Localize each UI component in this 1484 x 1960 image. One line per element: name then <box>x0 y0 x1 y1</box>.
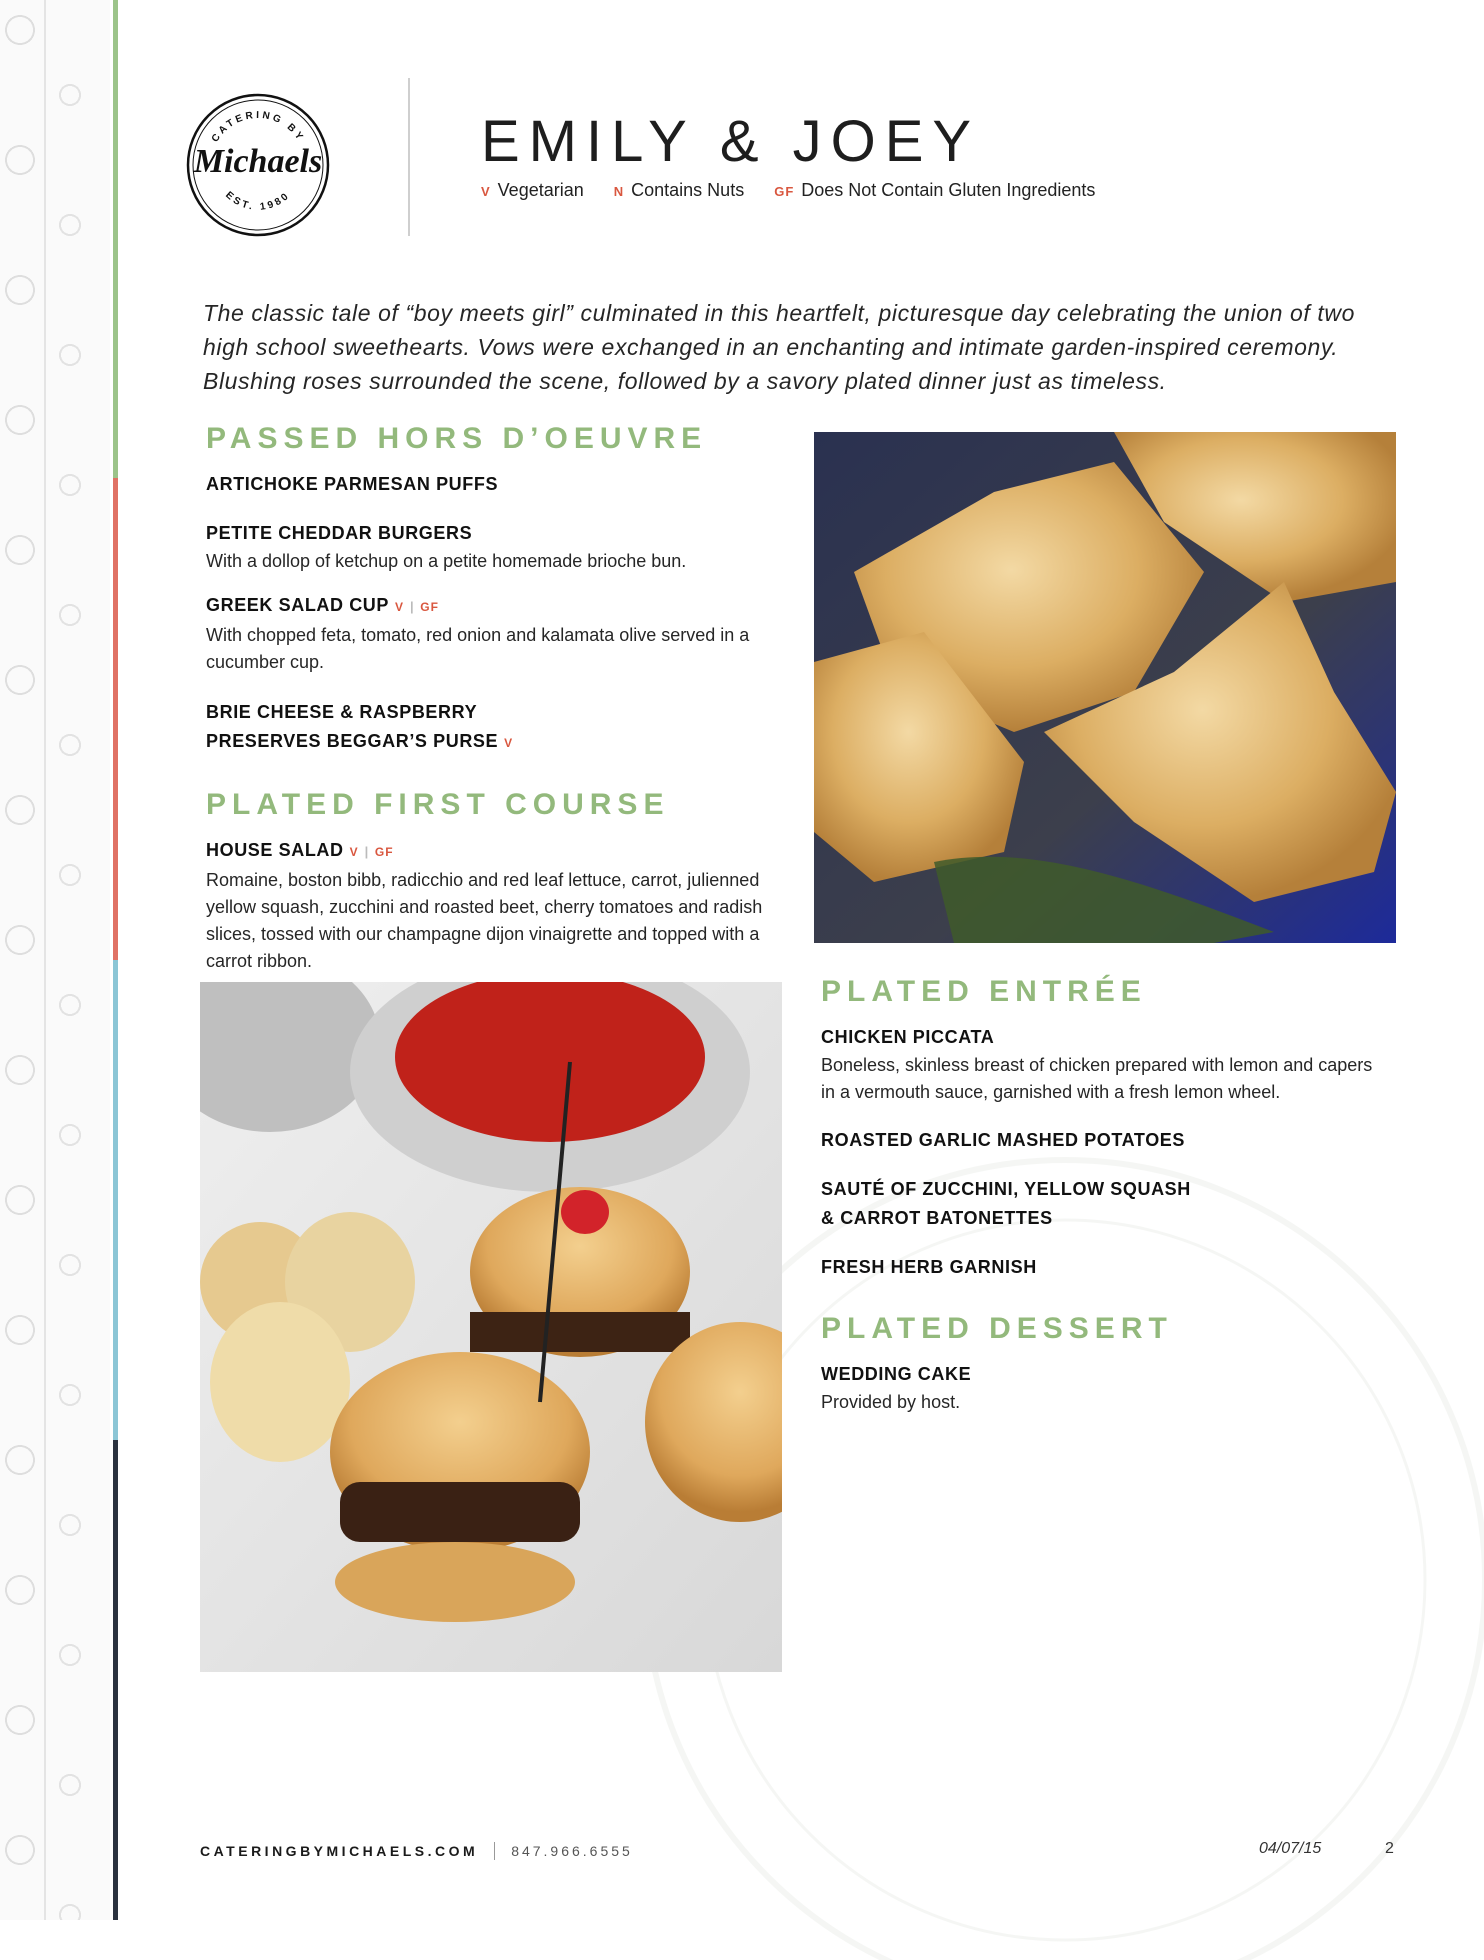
legend-contains-nuts <box>614 180 744 201</box>
item-description: Provided by host. <box>821 1392 961 1412</box>
gluten-free-tag: GF <box>374 845 394 859</box>
item-name: PETITE CHEDDAR BURGERS <box>206 523 473 543</box>
menu-item-wedding-cake <box>821 1360 1381 1416</box>
tag-separator: | <box>410 599 415 614</box>
footer-contact <box>200 1842 633 1860</box>
footer-website-link[interactable]: CATERINGBYMICHAELS.COM <box>200 1843 479 1859</box>
menu-right-column <box>821 975 1381 1432</box>
item-name: PRESERVES BEGGAR’S PURSE <box>206 731 499 751</box>
legend-key: N <box>613 184 625 199</box>
legend-label: Does Not Contain Gluten Ingredients <box>801 180 1096 200</box>
footer-separator <box>494 1842 495 1860</box>
item-description: With a dollop of ketchup on a petite homemade brioche bun. <box>206 551 687 571</box>
tag-separator: | <box>364 844 369 859</box>
item-name: FRESH HERB GARNISH <box>821 1257 1037 1277</box>
legend-gluten-free <box>774 180 1095 201</box>
item-name: CHICKEN PICCATA <box>821 1027 995 1047</box>
vegetarian-tag: V <box>395 600 405 614</box>
item-name: WEDDING CAKE <box>821 1364 972 1384</box>
legend-key: GF <box>774 184 795 199</box>
section-heading-first-course: PLATED FIRST COURSE <box>206 788 670 821</box>
item-name-row <box>206 727 786 758</box>
menu-item-house-salad <box>206 836 786 975</box>
item-name-row <box>206 836 786 867</box>
accent-bar-green <box>113 0 118 478</box>
footer-phone: 847.966.6555 <box>511 1843 633 1859</box>
item-name: GREEK SALAD CUP <box>206 595 390 615</box>
section-heading-entree: PLATED ENTRÉE <box>821 975 1147 1008</box>
item-description: With chopped feta, tomato, red onion and kalamata olive served in a cucumber cup. <box>206 625 750 672</box>
svg-text:CATERING BY: CATERING BY <box>209 109 307 145</box>
intro-paragraph: The classic tale of “boy meets girl” culminated in this heartfelt, picturesque day celebrating the union of two high school sweethearts. Vows were exchanged in an enchanting and intimate garden-inspired ceremony. Blushing roses surrounded the scene, followed by a savory plated dinner just as timeless. <box>203 300 1355 394</box>
section-heading-passed: PASSED HORS D’OEUVRE <box>206 422 708 455</box>
dietary-legend <box>481 180 1095 201</box>
food-icon-pattern-strip <box>0 0 110 1920</box>
menu-item-artichoke <box>206 470 786 499</box>
gluten-free-tag: GF <box>420 600 439 614</box>
menu-item-cheddar-burgers <box>206 519 786 575</box>
legend-vegetarian <box>481 180 584 201</box>
legend-label: Contains Nuts <box>631 180 745 200</box>
menu-left-column <box>206 422 786 991</box>
menu-item-chicken-piccata <box>821 1023 1381 1106</box>
vegetarian-tag: V <box>349 845 359 859</box>
section-heading-dessert: PLATED DESSERT <box>821 1312 1173 1345</box>
item-description: Romaine, boston bibb, radicchio and red leaf lettuce, carrot, julienned yellow squash, zucchini and roasted beet, cherry tomatoes and radish slices, tossed with our champagne dijon vinaigrette and topped with a carrot ribbon. <box>206 870 763 971</box>
svg-text:EST. 1980: EST. 1980 <box>223 189 293 213</box>
footer-date: 04/07/15 <box>1259 1840 1322 1857</box>
legend-key: V <box>481 184 491 199</box>
item-description: Boneless, skinless breast of chicken prepared with lemon and capers in a vermouth sauce, garnished with a fresh lemon wheel. <box>821 1055 1373 1102</box>
menu-item-mashed-potatoes <box>821 1126 1381 1155</box>
item-name: ROASTED GARLIC MASHED POTATOES <box>821 1130 1186 1150</box>
legend-label: Vegetarian <box>497 180 584 200</box>
menu-item-brie-beggars-purse <box>206 698 786 758</box>
event-title: EMILY & JOEY <box>481 109 981 174</box>
item-name: BRIE CHEESE & RASPBERRY <box>206 702 478 722</box>
menu-item-greek-salad-cup <box>206 591 786 676</box>
item-name: & CARROT BATONETTES <box>821 1208 1053 1228</box>
page-number: 2 <box>1385 1840 1394 1857</box>
menu-item-herb-garnish <box>821 1253 1381 1282</box>
svg-text:Michaels: Michaels <box>193 143 323 180</box>
accent-bar-red <box>113 478 118 960</box>
item-name: HOUSE SALAD <box>206 840 344 860</box>
item-name: ARTICHOKE PARMESAN PUFFS <box>206 474 499 494</box>
catering-by-michaels-logo <box>183 90 333 240</box>
menu-item-saute-zucchini <box>821 1175 1381 1233</box>
header-divider <box>408 78 410 236</box>
item-name-row <box>206 591 786 622</box>
accent-bar-blue <box>113 960 118 1440</box>
cheddar-burgers-photo <box>200 982 782 1672</box>
vegetarian-tag: V <box>504 736 514 750</box>
item-name: SAUTÉ OF ZUCCHINI, YELLOW SQUASH <box>821 1179 1191 1199</box>
artichoke-puffs-photo <box>814 432 1396 943</box>
accent-bar-dark <box>113 1440 118 1920</box>
